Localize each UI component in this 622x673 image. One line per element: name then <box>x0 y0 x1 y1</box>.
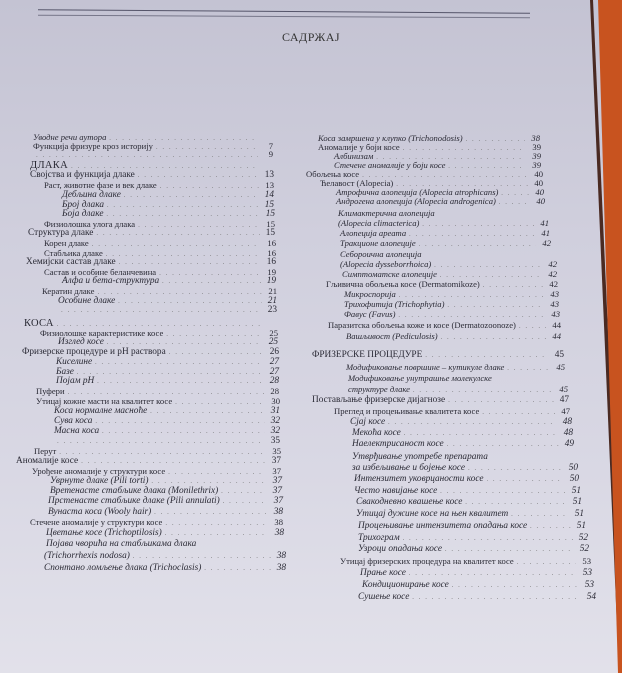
dot-leader <box>223 496 268 507</box>
header-rule-bottom <box>38 15 530 19</box>
toc-entry-page-number: 54 <box>586 592 596 602</box>
toc-entry-title: Коса нормалне масноће <box>54 406 148 416</box>
toc-entry-page-number: 41 <box>540 218 549 228</box>
toc-entry-page-number: 53 <box>582 568 592 578</box>
toc-entry-title: (Alopecia climacterica) <box>338 218 420 228</box>
toc-entry-page-number: 19 <box>267 267 276 277</box>
toc-entry-page-number: 42 <box>542 238 551 248</box>
toc-entry-title: Прање косе <box>360 568 406 578</box>
toc-entry-title: Себороична алопеција <box>340 249 422 259</box>
toc-entry-title: Модификовање површине – кутикуле длаке <box>346 362 505 372</box>
toc-entry-title: Изглед косе <box>58 337 104 347</box>
toc-entry-page-number: 43 <box>550 299 559 309</box>
toc-entry-title: Раст, животне фазе и век длаке <box>44 180 157 190</box>
toc-entry-title: Аномалије у боји косе <box>318 142 400 152</box>
toc-entry-title: Алфа и бета-структура <box>62 276 160 286</box>
toc-entry-page-number: 38 <box>531 133 540 143</box>
dot-leader <box>403 533 573 544</box>
toc-entry <box>360 568 592 579</box>
toc-entry <box>48 496 283 507</box>
toc-entry-title: Интензитет уковрцаности косе <box>354 474 484 484</box>
toc-entry-title: Уврнуте длаке (Pili torti) <box>50 476 149 486</box>
toc-entry <box>346 331 561 343</box>
toc-entry-page-number: 39 <box>532 160 541 170</box>
toc-entry-page-number: 50 <box>569 474 579 484</box>
toc-entry <box>312 395 569 406</box>
toc-entry-title: Физиолошке карактеристике косе <box>40 328 164 338</box>
dot-leader <box>465 497 567 508</box>
toc-entry-title: Стечене аномалије у структури косе <box>30 517 163 527</box>
toc-entry-title: Сјај косе <box>350 417 386 427</box>
toc-entry-title: Коса замршена у клупко (Trichonodosis) <box>318 133 463 143</box>
toc-entry-title: КОСА <box>24 318 54 329</box>
toc-entry <box>356 509 584 520</box>
toc-entry <box>358 592 596 603</box>
toc-entry-title: Утицај фризерских процедура на квалитет косе <box>340 556 514 566</box>
toc-entry-title: Мекоћа косе <box>352 428 401 438</box>
toc-entry-title: Климактерична алопеција <box>338 208 435 218</box>
dot-leader <box>441 332 546 343</box>
toc-entry-page-number: 16 <box>267 248 276 258</box>
toc-entry-page-number: 41 <box>541 228 550 238</box>
toc-entry-page-number: 47 <box>561 406 570 416</box>
toc-entry <box>352 463 578 474</box>
toc-entry-title: Микроспорија <box>344 289 396 299</box>
toc-entry-page-number: 32 <box>270 416 280 426</box>
toc-entry-title: Преглед и процењивање квалитета косе <box>334 406 480 416</box>
toc-entry-page-number: 9 <box>268 149 273 159</box>
toc-entry-page-number: 25 <box>268 337 278 347</box>
toc-entry-page-number: 51 <box>571 486 581 496</box>
toc-entry-title: Често навијање косе <box>354 486 438 496</box>
toc-entry-title: Утврђивање употребе препарата <box>352 452 488 462</box>
toc-entry-title: Састав и особине беланчевина <box>44 267 157 277</box>
toc-entry-title: Кондиционирање косе <box>362 580 449 590</box>
toc-entry-page-number: 37 <box>271 456 281 466</box>
toc-entry-page-number: 21 <box>267 296 277 306</box>
toc-entry-page-number: 25 <box>269 328 278 338</box>
toc-entry-title: Прстенасте стабљике длаке (Pili annulati) <box>48 496 220 506</box>
toc-entry-page-number: 38 <box>273 507 283 517</box>
toc-entry-title: Својства и функција длаке <box>30 170 135 180</box>
toc-entry-title: Функција фризуре кроз историју <box>33 141 153 151</box>
toc-entry-title: (Alopecia dysseborrhoica) <box>340 259 432 269</box>
toc-entry-title: Вашљивост (Pediculosis) <box>346 331 438 341</box>
toc-entry-title: Вунаста коса (Wooly hair) <box>48 507 152 517</box>
toc-entry-title: Атрофична алопеција (Alopecia atrophicans) <box>336 187 499 197</box>
toc-entry-title: Појава чворића на стабљикама длака <box>46 539 197 549</box>
toc-entry <box>354 474 579 485</box>
toc-entry-page-number: 32 <box>270 426 280 436</box>
toc-entry-page-number: 28 <box>269 376 279 386</box>
toc-entry-title: Фризерске процедуре и pH раствора <box>22 347 166 357</box>
toc-entry <box>352 428 573 439</box>
toc-entry-page-number: 27 <box>269 367 279 377</box>
toc-entry-page-number: 28 <box>270 386 279 396</box>
toc-entry-page-number: 49 <box>564 439 574 449</box>
toc-entry-page-number: 16 <box>266 257 276 267</box>
toc-entry-page-number: 47 <box>559 395 569 405</box>
toc-entry-title: Утицај кожне масти на квалитет косе <box>36 396 173 406</box>
toc-entry-title: ДЛАКА <box>30 160 68 171</box>
toc-entry-page-number: 42 <box>549 279 558 289</box>
dot-leader <box>409 568 577 579</box>
toc-entry-title: Спонтано ломљење длака (Trichoclasis) <box>44 563 202 573</box>
dot-leader <box>448 395 554 406</box>
toc-entry-page-number: 52 <box>578 533 588 543</box>
toc-entry <box>354 486 581 497</box>
dot-leader <box>487 474 564 485</box>
toc-entry-page-number: 43 <box>551 309 560 319</box>
toc-entry <box>362 580 594 591</box>
toc-entry-title: Хемијски састав длаке <box>26 257 116 267</box>
dot-leader <box>530 521 571 532</box>
toc-entry-page-number: 26 <box>269 347 279 357</box>
toc-entry <box>44 563 286 574</box>
toc-entry-page-number: 27 <box>269 357 279 367</box>
toc-entry-title: Појам pH <box>56 376 95 386</box>
toc-entry-page-number: 37 <box>272 486 282 496</box>
toc-entry-title: Гљивична обољења косе (Dermatomikoze) <box>326 279 480 289</box>
toc-entry-title: Свакодневно квашење косе <box>356 497 463 507</box>
toc-entry-title: Наелектрисаност косе <box>352 439 444 449</box>
toc-entry <box>312 350 564 361</box>
dot-leader <box>447 439 559 450</box>
toc-entry-title: Број длака <box>62 200 104 210</box>
dot-leader <box>440 486 566 497</box>
toc-entry-page-number: 31 <box>270 406 280 416</box>
toc-entry-title: Узроци опадања косе <box>358 544 442 554</box>
toc-entry-page-number: 23 <box>267 305 277 315</box>
toc-entry-title: Паразитска обољења коже и косе (Dermatozoonoze) <box>328 320 516 330</box>
toc-entry-page-number: 50 <box>568 463 578 473</box>
toc-entry <box>46 528 284 539</box>
toc-entry-title: Алопеција ареата <box>340 228 407 238</box>
page-title: САДРЖАЈ <box>281 30 341 44</box>
dot-leader <box>133 551 271 562</box>
toc-entry-title: ФРИЗЕРСКЕ ПРОЦЕДУРЕ <box>312 350 423 360</box>
dot-leader <box>388 417 557 428</box>
toc-entry-title: Кератин длаке <box>42 286 95 296</box>
toc-entry-page-number: 39 <box>532 151 541 161</box>
toc-entry-title: Дебљина длаке <box>62 190 121 200</box>
toc-entry-title: за избељивање и бојење косе <box>352 463 466 473</box>
toc-entry-page-number: 53 <box>584 580 594 590</box>
toc-entry-page-number: 19 <box>266 276 276 286</box>
toc-entry-page-number: 35 <box>270 436 280 446</box>
toc-entry-title: Уводне речи аутора <box>33 132 107 142</box>
toc-entry-page-number: 37 <box>272 466 281 476</box>
dot-leader <box>511 509 569 520</box>
toc-entry-title: Структура длаке <box>28 228 94 238</box>
dot-leader <box>412 592 581 603</box>
toc-entry-page-number: 38 <box>276 563 286 573</box>
toc-entry-page-number: 53 <box>582 556 591 566</box>
dot-leader <box>499 197 530 208</box>
toc-entry-title: Постављање фризерске дијагнозе <box>312 395 446 405</box>
toc-entry-title: Процењивање интензитета опадања косе <box>358 521 528 531</box>
dot-leader <box>404 428 558 439</box>
toc-entry <box>356 497 582 508</box>
toc-entry-page-number: 30 <box>271 396 280 406</box>
toc-entry-title: Корен длаке <box>44 238 89 248</box>
toc-entry-page-number: 48 <box>563 428 573 438</box>
toc-entry-page-number: 42 <box>548 269 557 279</box>
toc-entry-title: Базе <box>56 367 74 377</box>
toc-entry-title: Вретенасте стабљике длака (Monilethrix) <box>50 486 219 496</box>
toc-entry-page-number: 51 <box>574 509 584 519</box>
toc-entry-title: структуре длаке <box>348 384 410 394</box>
toc-entry-title: Цветање косе (Trichoptilosis) <box>46 528 162 538</box>
toc-entry-page-number: 14 <box>264 190 274 200</box>
toc-entry-title: Боја длаке <box>62 209 104 219</box>
toc-entry-title: Тракционе алопеције <box>340 238 416 248</box>
dot-leader <box>425 350 549 361</box>
toc-entry-title: Особине длаке <box>58 296 116 306</box>
toc-entry-page-number: 37 <box>273 496 283 506</box>
toc-entry <box>350 417 572 428</box>
toc-entry-title: Аномалије косе <box>16 456 79 466</box>
toc-entry-page-number: 15 <box>265 209 275 219</box>
dot-leader <box>61 305 262 316</box>
toc-entry-page-number: 38 <box>274 517 283 527</box>
dot-leader <box>468 463 563 474</box>
toc-entry-title: (Trichorrhexis nodosa) <box>44 551 130 561</box>
toc-entry-title: Симптоматске алопеције <box>342 269 437 279</box>
header-rule-top <box>38 9 530 13</box>
toc-entry-title: Албинизам <box>334 151 374 161</box>
toc-entry-title: Модификовање унутрашње молекулске <box>348 373 492 383</box>
toc-entry-title: Перут <box>34 446 57 456</box>
toc-entry <box>358 521 586 532</box>
toc-entry-page-number: 15 <box>265 228 275 238</box>
dot-leader <box>165 528 269 539</box>
toc-entry-title: Стабљика длаке <box>44 248 103 258</box>
toc-entry-title: Ћелавост (Alopecia) <box>320 178 394 188</box>
toc-entry-title: Пуфери <box>36 386 65 396</box>
toc-entry-page-number: 44 <box>552 331 561 341</box>
toc-entry-page-number: 16 <box>267 238 276 248</box>
dot-leader <box>452 580 579 591</box>
toc-entry-page-number: 43 <box>550 289 559 299</box>
toc-entry-page-number: 48 <box>562 417 572 427</box>
toc-entry-page-number: 38 <box>274 528 284 538</box>
toc-entry-page-number: 51 <box>572 497 582 507</box>
toc-entry-title: Утицај дужине косе на њен квалитет <box>356 509 509 519</box>
toc-entry-page-number: 38 <box>276 551 286 561</box>
toc-entry-page-number: 44 <box>552 320 561 330</box>
dot-leader <box>204 563 271 574</box>
toc-entry <box>58 305 277 316</box>
toc-entry-title: Масна коса <box>54 426 100 436</box>
toc-entry-page-number: 13 <box>265 180 274 190</box>
dot-leader <box>517 557 576 568</box>
toc-entry <box>352 439 574 450</box>
toc-entry-page-number: 40 <box>534 169 543 179</box>
toc-entry-title: Сушење косе <box>358 592 410 602</box>
toc-entry-title: Урођене аномалије у структури косе <box>32 466 166 476</box>
toc-entry-page-number: 40 <box>536 196 545 206</box>
toc-entry-title: Сува коса <box>54 416 93 426</box>
toc-entry <box>358 544 589 555</box>
toc-entry <box>336 196 545 208</box>
toc-entry-title: Трихограм <box>358 533 400 543</box>
dot-leader <box>445 544 574 555</box>
toc-entry-title: Андрогена алопеција (Alopecia androgenica) <box>336 196 496 206</box>
toc-entry-title: Стечене аномалије у боји косе <box>334 160 446 170</box>
toc-entry-title: Физиолошка улога длака <box>44 219 136 229</box>
toc-entry-page-number: 42 <box>548 259 557 269</box>
toc-entry-page-number: 7 <box>268 141 273 151</box>
toc-entry-page-number: 40 <box>534 178 543 188</box>
toc-entry-title: Фавус (Favus) <box>344 309 396 319</box>
toc-entry-page-number: 15 <box>264 200 274 210</box>
toc-entry <box>46 539 284 550</box>
toc-entry-title: Обољења косе <box>306 169 360 179</box>
toc-entry <box>358 533 588 544</box>
toc-entry <box>352 452 576 463</box>
toc-entry-page-number: 13 <box>264 170 274 180</box>
toc-entry-page-number: 45 <box>554 350 564 360</box>
toc-entry-page-number: 15 <box>266 219 275 229</box>
toc-entry-title: Трихофитија (Trichophytia) <box>344 299 445 309</box>
toc-entry-title: Киселине <box>56 357 93 367</box>
toc-entry <box>340 556 591 568</box>
toc-entry-page-number: 37 <box>272 476 282 486</box>
toc-entry-page-number: 52 <box>579 544 589 554</box>
toc-entry-page-number: 45 <box>556 362 565 372</box>
toc-entry-page-number: 39 <box>532 142 541 152</box>
toc-entry-page-number: 35 <box>272 446 281 456</box>
toc-entry-page-number: 40 <box>535 187 544 197</box>
toc-entry-page-number: 51 <box>576 521 586 531</box>
toc-entry-page-number: 21 <box>268 286 277 296</box>
toc-entry <box>44 551 286 562</box>
toc-entry-page-number: 45 <box>559 384 568 394</box>
